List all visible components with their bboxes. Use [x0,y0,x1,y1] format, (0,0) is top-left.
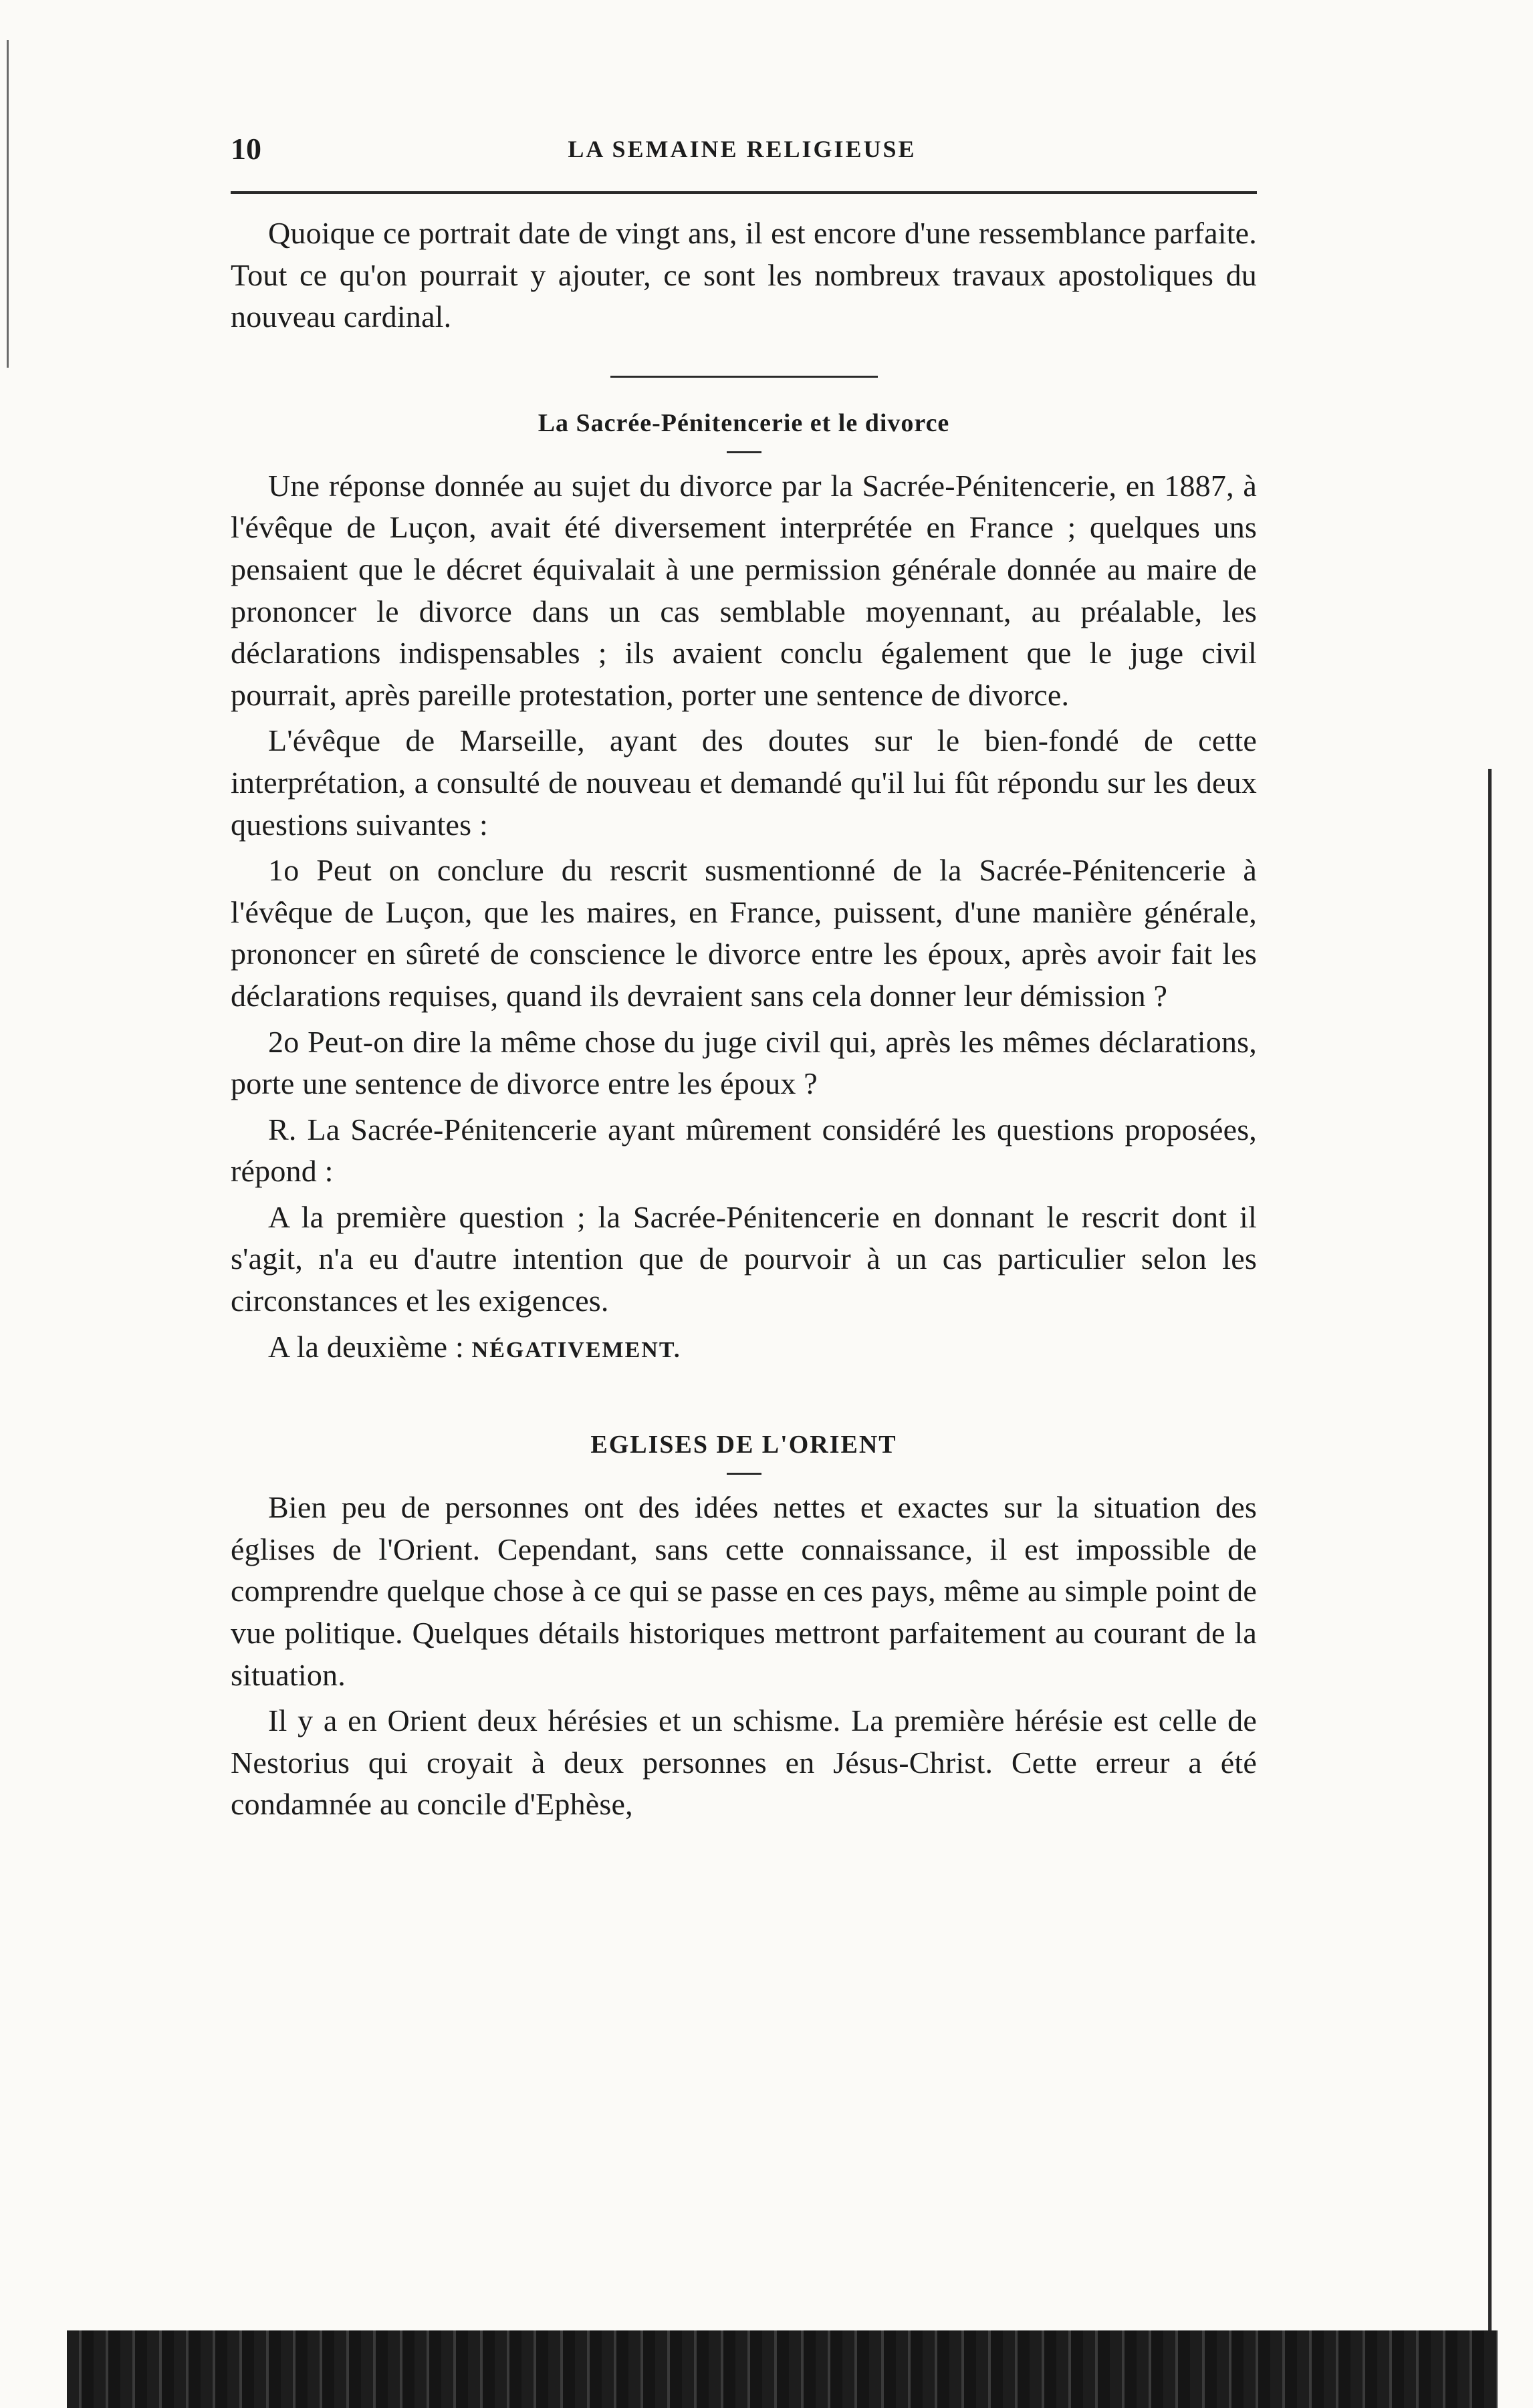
answer-2-prefix: A la deuxième : [268,1329,472,1364]
title-underline [727,451,761,453]
running-head: LA SEMAINE RELIGIEUSE [568,136,917,162]
response-intro: R. La Sacrée-Pénitencerie ayant mûrement considéré les questions proposées, répond : [231,1112,1257,1189]
scan-bottom-band [67,2330,1498,2408]
section-title-penitencerie: La Sacrée-Pénitencerie et le divorce [538,408,950,437]
text-column [231,213,1257,1830]
page-number: 10 [231,132,261,166]
intro-paragraph: Quoique ce portrait date de vingt ans, il est encore d'une ressemblance parfaite. Tout ce qu'on pourrait y ajouter, ce sont les nombreux travaux apostoliques du nouveau cardinal. [231,216,1257,334]
answer-2-value: NÉGATIVEMENT. [471,1337,681,1362]
paragraph: Une réponse donnée au sujet du divorce par la Sacrée-Pénitencerie, en 1887, à l'évêque de Luçon, avait été diversement interprétée en France ; quelques uns pensaient que le décret équivalait à une permission générale donnée au maire de prononcer le divorce dans un cas semblable moyennant, au préalable, les déclarations indispensables ; ils avaient conclu également que le juge civil pourrait, après pareille protestation, porter une sentence de divorce. [231,468,1257,712]
answer-1: A la première question ; la Sacrée-Pénitencerie en donnant le rescrit dont il s'agit, n'a eu d'autre intention que de pourvoir à un cas particulier selon les circonstances et les exigences. [231,1199,1257,1318]
scan-margin-mark [7,40,9,368]
section-title-eglises: EGLISES DE L'ORIENT [590,1431,897,1459]
scan-edge-line [1488,769,1492,2400]
section-divider [610,376,878,378]
header-rule [231,191,1257,194]
paragraph: Il y a en Orient deux hérésies et un schisme. La première hérésie est celle de Nestorius qui croyait à deux personnes en Jésus-Christ. Cette erreur a été condamnée au concile d'Ephèse, [231,1703,1257,1822]
title-underline [727,1473,761,1475]
paragraph: Bien peu de personnes ont des idées nettes et exactes sur la situation des églises de l'Orient. Cependant, sans cette connaissance, il est impossible de comprendre quelque chose à ce qui se passe en ces pays, même au simple point de vue politique. Quelques détails historiques mettront parfaitement au courant de la situation. [231,1490,1257,1692]
question-1: 1o Peut on conclure du rescrit susmentionné de la Sacrée-Pénitencerie à l'évêque de Luçon, que les maires, en France, puissent, d'une manière générale, prononcer en sûreté de conscience le divorce entre les époux, après avoir fait les déclarations requises, quand ils devraient sans cela donner leur démission ? [231,853,1257,1013]
paragraph: L'évêque de Marseille, ayant des doutes sur le bien-fondé de cette interprétation, a consulté de nouveau et demandé qu'il lui fût répondu sur les deux questions suivantes : [231,723,1257,842]
question-2: 2o Peut-on dire la même chose du juge civil qui, après les mêmes déclarations, porte une sentence de divorce entre les époux ? [231,1024,1257,1101]
section-spacer [231,1375,1257,1430]
page-header [231,131,1254,171]
answer-2 [231,1326,1257,1372]
